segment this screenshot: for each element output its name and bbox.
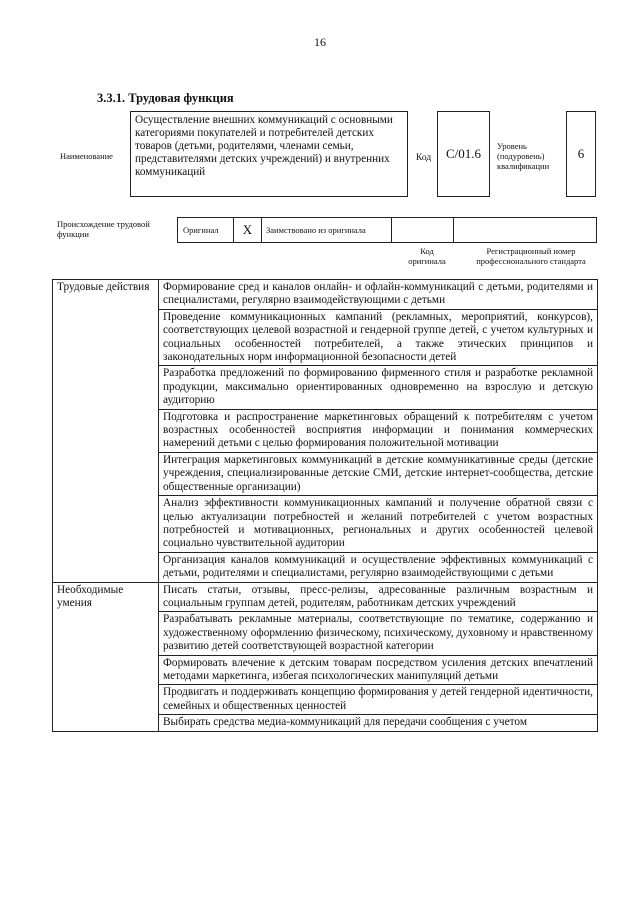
category-cell: Трудовые действия [53,280,159,583]
table-cell: Проведение коммуникационных кампаний (рекламных, мероприятий, конкурсов), соответствующих целевой возрастной и гендерной группе детей, с учетом культурных и социальных особенностей потребителей, а также этических принципов и законодательных норм информационной безопасности детей [159,309,598,366]
registration-number-cell [454,218,596,242]
table-cell: Подготовка и распространение маркетинговых обращений к потребителям с учетом возрастных особенностей восприятия информации и понимания коммерческих намерений детьми с целью формирования положительной мотивации [159,409,598,452]
section-title: 3.3.1. Трудовая функция [97,91,234,105]
table-cell: Разрабатывать рекламные материалы, соответствующие по тематике, содержанию и художественному оформлению физическому, психическому, духовному и нравственному развитию детей соответствующей возрастной категории [159,612,598,655]
origin-row [177,217,597,243]
original-mark-cell [234,218,262,242]
code-value: C/01.6 [445,146,482,161]
table-row [53,280,598,310]
table-cell: Интеграция маркетинговых коммуникаций в детские коммуникативные среды (детские учреждения, специализированные детские СМИ, детские интернет-сообщества, детские общественные организации) [159,452,598,495]
level-label: Уровень (подуровень) квалификации [497,141,550,171]
table-cell: Разработка предложений по формированию фирменного стиля и разработке рекламной продукции, максимально ориентированных одновременно на взрослую и детскую аудиторию [159,366,598,409]
borrowed-cell [262,218,392,242]
table-cell: Писать статьи, отзывы, пресс-релизы, адресованные различным возрастным и социальным группам детей, родителям, работникам детских учреждений [159,582,598,612]
table-cell: Формировать влечение к детским товарам посредством усиления детских впечатлений методами маркетинга, избегая психологических манипуляций детьми [159,655,598,685]
level-value: 6 [577,146,585,161]
function-name: Осуществление внешних коммуникаций с основными категориями покупателей и потребителей детских товаров (детьми, родителями, членами семьи, представителями детских учреждений) и внутренних коммуникаций [135,114,393,178]
table-cell: Организация каналов коммуникаций и осуществление эффективных коммуникаций с детьми, родителями и специалистами, регулярно взаимодействующими с детьми [159,552,598,582]
code-original-caption: Код оригинала [408,246,446,266]
code-label: Код [416,153,432,163]
category-cell: Необходимые умения [53,582,159,731]
table-cell: Выбирать средства медиа-коммуникаций для передачи сообщения с учетом [159,715,598,731]
original-code-cell [392,218,454,242]
code-box [437,111,490,197]
name-label: Наименование [60,151,113,161]
function-name-box [130,111,408,197]
original-label: Оригинал [183,225,219,235]
borrowed-label: Заимствовано из оригинала [266,225,366,235]
table-cell: Формирование сред и каналов онлайн- и офлайн-коммуникаций с детьми, родителями и специалистами, регулярно взаимодействующими с детьми [159,280,598,310]
origin-label: Происхождение трудовой функции [57,219,150,239]
level-box [566,111,596,197]
function-details-table [52,279,598,732]
table-row [53,582,598,612]
registration-number-caption: Регистрационный номер профессионального стандарта [476,246,586,266]
page-number: 16 [314,35,326,49]
table-cell: Продвигать и поддерживать концепцию формирования у детей гендерной идентичности, семейных и общественных ценностей [159,685,598,715]
table-cell: Анализ эффективности коммуникационных кампаний и получение обратной связи с целью актуализации потребностей и желаний потребителей с учетом возрастных потребностей и мотивационных, региональных и других особенностей целевой социально чувствительной аудитории [159,496,598,553]
original-cell [178,218,234,242]
original-mark: X [242,222,253,237]
